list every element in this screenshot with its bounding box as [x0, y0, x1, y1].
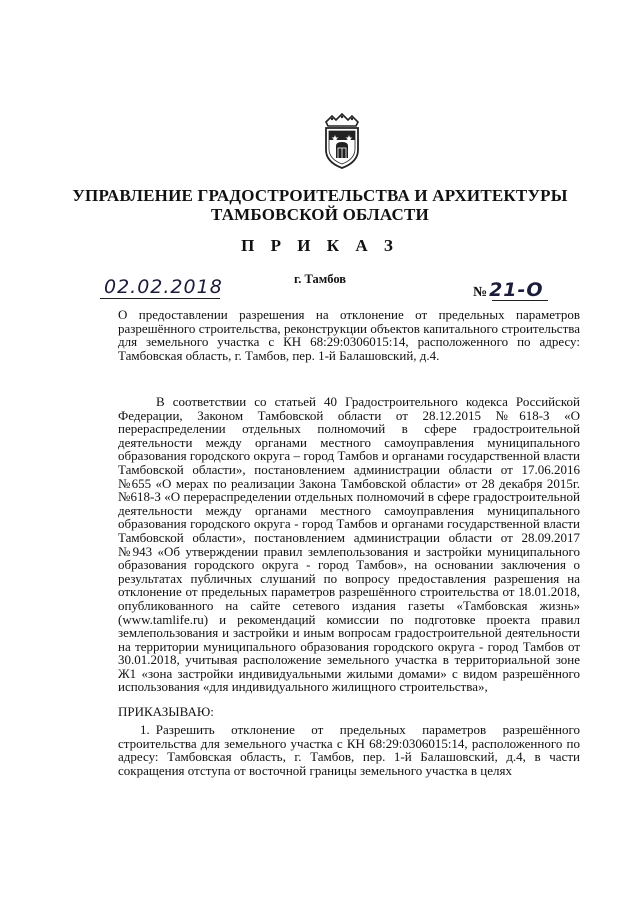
organization-name-line2: ТАМБОВСКОЙ ОБЛАСТИ [211, 205, 429, 224]
city-label: г. Тамбов [293, 272, 347, 286]
date-underline [100, 298, 220, 299]
order-number-handwritten: 21-О [489, 279, 544, 301]
organization-name-line1: УПРАВЛЕНИЕ ГРАДОСТРОИТЕЛЬСТВА И АРХИТЕКТУРЫ [72, 186, 568, 205]
preamble-paragraph: В соответствии со статьей 40 Градостроительного кодекса Российской Федерации, Законом Тамбовской области от 28.12.2015 №618-З «О перераспределении отдельных полномочий в сфере градостроительной деятельности между органами местного самоуправления муниципального образования городского округа – город Тамбов и органами государственной власти Тамбовской области», постановлением администрации области от 17.06.2016 №655 «О мерах по реализации Закона Тамбовской области» от 28 декабря 2015г. №618-З «О перераспределении отдельных полномочий в сфере градостроительной деятельности между органами местного самоуправления муниципального образования городского округа - город Тамбов и органами государственной власти Тамбовской области», постановлением администрации области от 28.09.2017 №943 «Об утверждении правил землепользования и застройки муниципального образования городского округа - город Тамбов», на основании заключения о результатах публичных слушаний по вопросу предоставления разрешения на отклонение от предельных параметров разрешённого строительства от 18.01.2018, опубликованного на сайте сетевого издания газеты «Тамбовская жизнь» (www.tamlife.ru) и рекомендаций комиссии по подготовке проекта правил землепользования и застройки и иным вопросам градостроительной деятельности на территории муниципального образования городского округа - город Тамбов от 30.01.2018, учитывая расположение земельного участка в территориальной зоне Ж1 «зона застройки индивидуальными жилыми домами» с видом разрешённого использования «для индивидуального жилищного строительства», [118, 394, 580, 695]
order-number [473, 279, 544, 301]
order-subject: О предоставлении разрешения на отклонение от предельных параметров разрешённого строительства, реконструкции объектов капитального строительства для земельного участка с КН 68:29:0306015:14, расположенного по адресу: Тамбовская область, г. Тамбов, пер. 1-й Балашовский, д.4. [118, 307, 580, 363]
decree-word: ПРИКАЗЫВАЮ: [118, 704, 214, 719]
number-underline [492, 300, 548, 301]
number-prefix: № [473, 285, 488, 300]
coat-of-arms-icon [318, 112, 366, 170]
clause-1 [118, 723, 580, 777]
order-date-handwritten: 02.02.2018 [104, 276, 223, 298]
document-title: П Р И К А З [241, 236, 399, 255]
clause-1-text: Разрешить отклонение от предельных параметров разрешённого строительства для земельного участка с КН 68:29:0306015:14, расположенного по адресу: Тамбовская область, г. Тамбов, пер. 1-й Балашовский, д.4, в части сокращения отступа от восточной границы земельного участка в целях [118, 722, 580, 778]
clause-1-number: 1. [140, 722, 150, 737]
